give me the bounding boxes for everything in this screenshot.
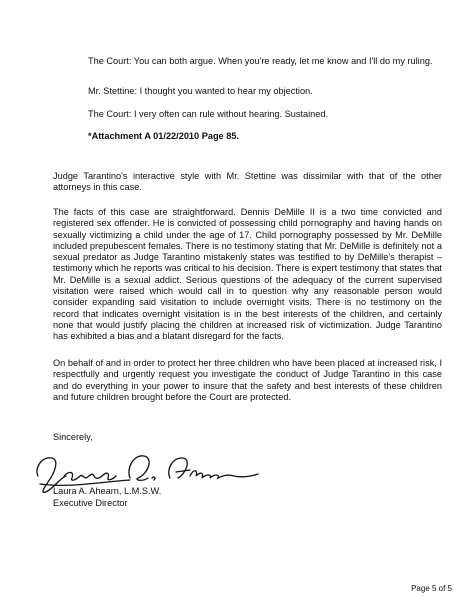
closing-salutation: Sincerely, xyxy=(53,432,93,442)
transcript-line-stettine: Mr. Stettine: I thought you wanted to hear my objection. xyxy=(88,86,313,96)
signer-title: Executive Director xyxy=(53,498,128,508)
paragraph-interactive-style: Judge Tarantino's interactive style with Mr. Stettine was dissimilar with that of the other attorneys in this case. xyxy=(53,171,442,193)
paragraph-request: On behalf of and in order to protect her three children who have been placed at increased risk, I respectfully and urgently request you investigate the conduct of Judge Tarantino in this case and do everything in your power to insure that the safety and best interests of these children and future children brought before the Court are protected. xyxy=(53,358,442,402)
paragraph-facts: The facts of this case are straightforward. Dennis DeMille II is a two time convicted and registered sex offender. He is convicted of possessing child pornography and having hands on sexually victimizing a child under the age of 17. Child pornography possessed by Mr. DeMille included prepubescent females. There is no testimony stating that Mr. DeMille is definitely not a sexual predator as Judge Tarantino mistakenly states was testified to by DeMille's therapist – testimony which he reports was critical to his decision. There is expert testimony that states that Mr. DeMille is a sexual addict. Serious questions of the adequacy of the current supervised visitation were raised which would call in to question why any reasonable person would consider expanding said visitation to include overnight visits. There is no testimony on the record that indicates overnight visitation is in the best interests of the children, and certainly none that would justify placing the children at increased risk of victimization. Judge Tarantino has exhibited a bias and a blatant disregard for the facts. xyxy=(53,207,442,342)
page-number: Page 5 of 5 xyxy=(411,584,452,593)
attachment-reference: *Attachment A 01/22/2010 Page 85. xyxy=(88,131,239,141)
signer-name: Laura A. Ahearn, L.M.S.W. xyxy=(53,486,162,496)
transcript-line-court-1: The Court: You can both argue. When you're ready, let me know and I'll do my ruling. xyxy=(88,56,433,66)
transcript-line-court-2: The Court: I very often can rule without hearing. Sustained. xyxy=(88,109,329,119)
